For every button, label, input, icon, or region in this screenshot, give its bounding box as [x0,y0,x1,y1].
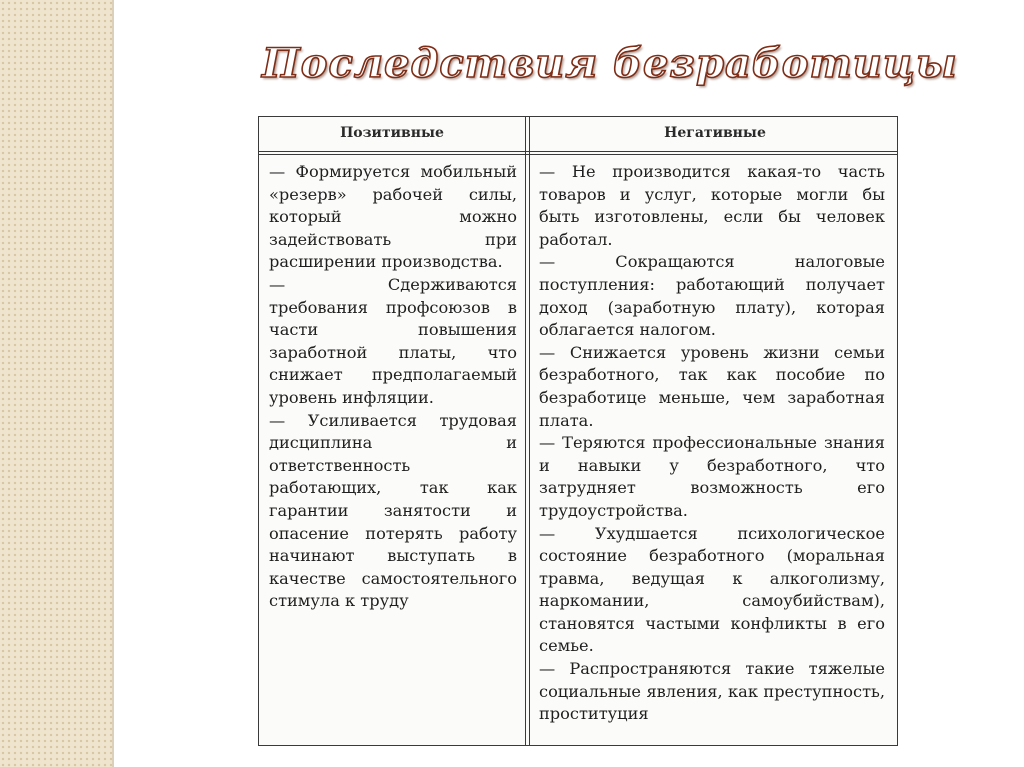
slide-title: Последствия безработицы [262,40,958,87]
positive-item: — Усиливается трудовая дисциплина и ответственность работающих, так как гарантии занятости и опасение потерять работу начинают выступать в качестве самостоятельного стимула к труду [269,410,517,611]
negative-item: — Снижается уровень жизни семьи безработного, так как пособие по безработице меньше, чем заработная плата. [539,342,885,430]
positive-item: — Формируется мобильный «резерв» рабочей силы, который можно задействовать при расширении производства. [269,162,517,272]
side-divider [112,0,114,767]
column-divider [525,117,526,745]
column-divider-inner [529,117,530,745]
header-positive: Позитивные [340,125,444,141]
positive-column [269,161,517,613]
negative-column [539,161,885,726]
table-header-underline [259,154,897,155]
negative-item: — Ухудшается психологическое состояние безработного (моральная травма, ведущая к алкоголизму, наркомании, самоубийствам), становятся частыми конфликты в его семье. [539,523,885,656]
negative-item: — Не производится какая-то часть товаров и услуг, которые могли бы быть изготовлены, если бы человек работал. [539,162,885,249]
negative-item: — Распространяются такие тяжелые социальные явления, как преступность, проституция [539,659,885,724]
positive-item: — Сдерживаются требования профсоюзов в части повышения заработной платы, что снижает предполагаемый уровень инфляции. [269,274,517,407]
negative-item: — Сокращаются налоговые поступления: работающий получает доход (заработную плату), которая облагается налогом. [539,252,885,340]
consequences-table [258,116,898,746]
negative-item: — Теряются профессиональные знания и навыки у безработного, что затрудняет возможность его трудоустройства. [539,433,885,520]
decorative-side-strip [0,0,112,767]
header-negative: Негативные [664,125,766,141]
